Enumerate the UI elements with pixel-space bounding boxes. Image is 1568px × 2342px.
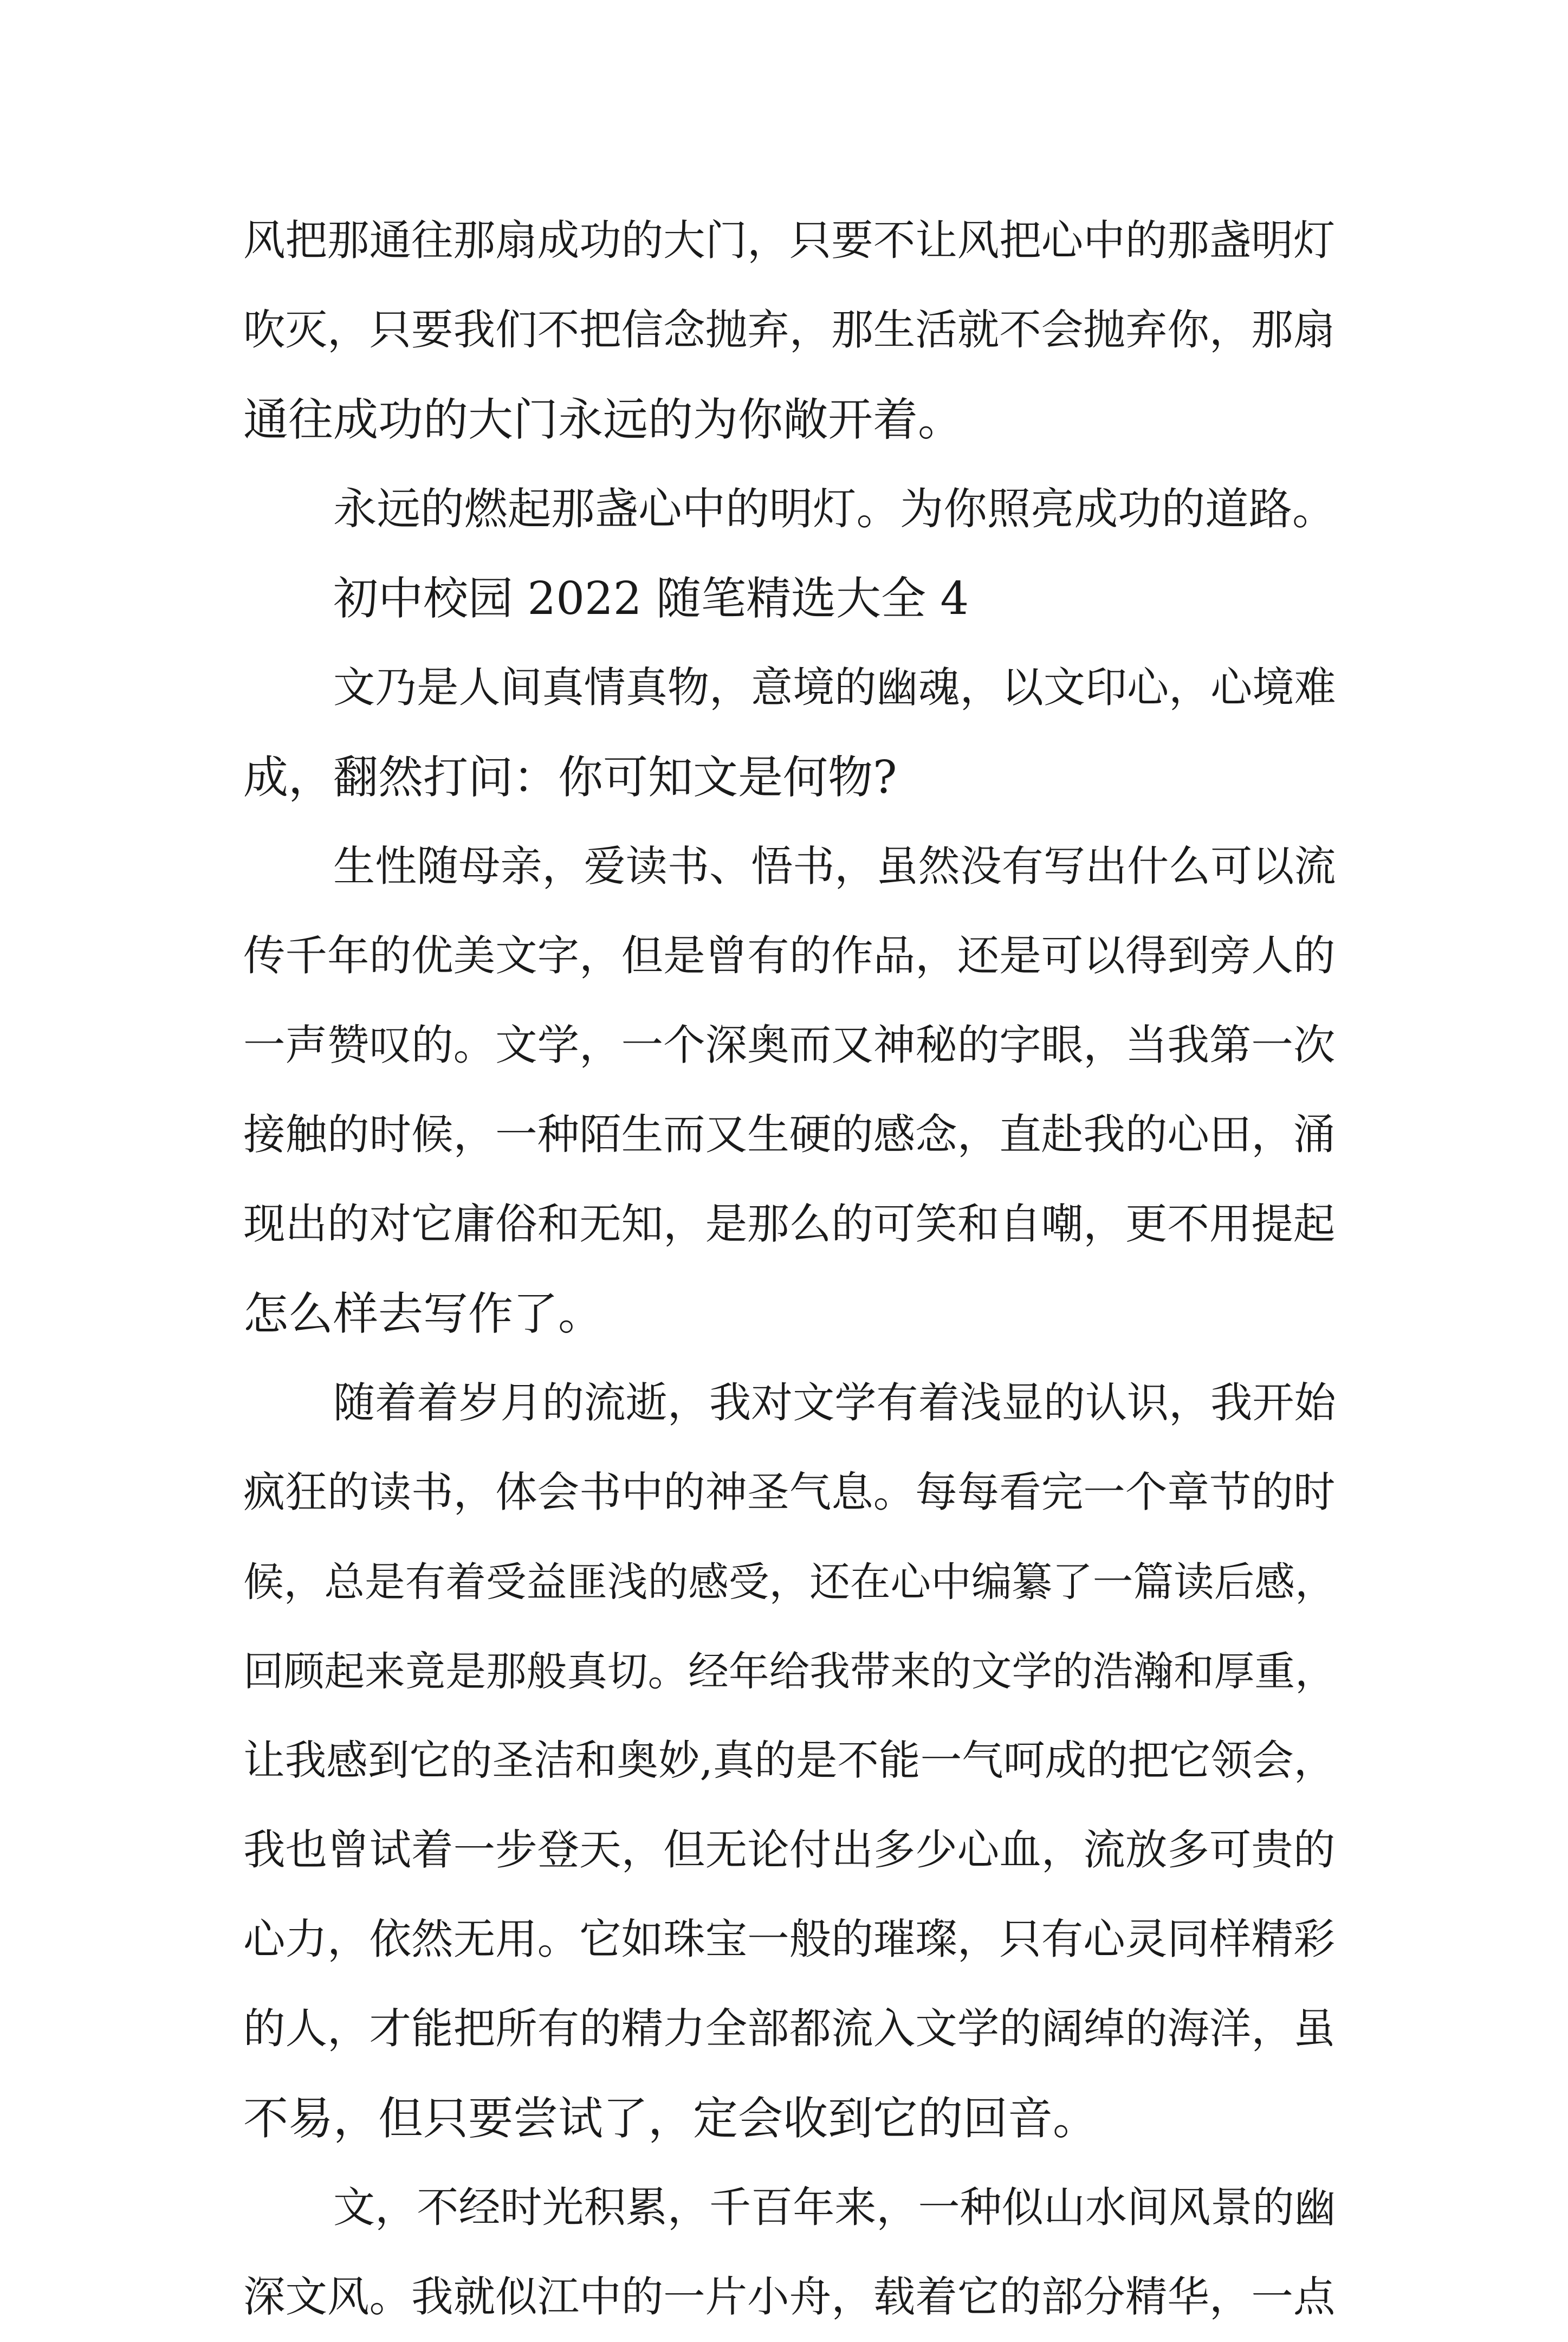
text-line: 随着着岁月的流逝，我对文学有着浅显的认识，我开始 <box>333 1379 1336 1427</box>
text-line: 传千年的优美文字，但是曾有的作品，还是可以得到旁人的 <box>243 931 1336 980</box>
text-line: 接触的时候，一种陌生而又生硬的感念，直赴我的心田，涌 <box>243 1110 1336 1159</box>
text-line: 回顾起来竟是那般真切。经年给我带来的文学的浩瀚和厚重， <box>243 1648 1336 1695</box>
text-line: 吹灭，只要我们不把信念抛弃，那生活就不会抛弃你，那扇 <box>243 306 1336 354</box>
text-line: 现出的对它庸俗和无知，是那么的可笑和自嘲，更不用提起 <box>243 1200 1336 1248</box>
text-line: 的人，才能把所有的精力全部都流入文学的阔绰的海洋，虽 <box>243 2004 1336 2053</box>
body-text <box>243 196 1341 2342</box>
text-line: 一声赞叹的。文学，一个深奥而又神秘的字眼，当我第一次 <box>243 1021 1336 1070</box>
text-line: 成，翻然打问：你可知文是何物? <box>243 751 897 804</box>
text-line: 通往成功的大门永远的为你敞开着。 <box>243 393 963 446</box>
text-line: 生性随母亲，爱读书、悟书，虽然没有写出什么可以流 <box>333 842 1336 891</box>
text-line: 疯狂的读书，体会书中的神圣气息。每每看完一个章节的时 <box>243 1468 1336 1517</box>
text-line: 我也曾试着一步登天，但无论付出多少心血，流放多可贵的 <box>243 1826 1336 1874</box>
text-line: 候，总是有着受益匪浅的感受，还在心中编纂了一篇读后感， <box>243 1558 1336 1606</box>
text-line: 风把那通往那扇成功的大门，只要不让风把心中的那盏明灯 <box>243 216 1336 265</box>
text-line: 深文风。我就似江中的一片小舟，载着它的部分精华，一点 <box>243 2273 1336 2321</box>
text-line: 不易，但只要尝试了，定会收到它的回音。 <box>243 2092 1098 2145</box>
text-line: 怎么样去写作了。 <box>243 1288 603 1340</box>
text-line: 永远的燃起那盏心中的明灯。为你照亮成功的道路。 <box>333 483 1336 534</box>
section-heading: 初中校园 2022 随笔精选大全 4 <box>333 572 969 625</box>
text-line: 心力，依然无用。它如珠宝一般的璀璨，只有心灵同样精彩 <box>243 1915 1336 1964</box>
text-line: 文乃是人间真情真物，意境的幽魂，以文印心，心境难 <box>333 663 1336 712</box>
text-line: 让我感到它的圣洁和奥妙,真的是不能一气呵成的把它领会， <box>243 1737 1336 1785</box>
text-line: 文，不经时光积累，千百年来，一种似山水间风景的幽 <box>333 2183 1336 2232</box>
